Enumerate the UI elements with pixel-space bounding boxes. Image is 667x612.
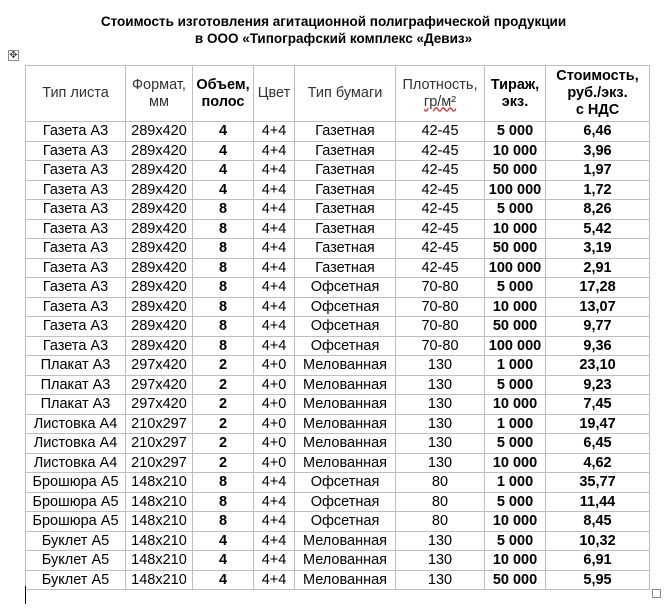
table-row [26, 122, 650, 142]
cell-price: 10,32 [546, 531, 650, 551]
cell-density: 70-80 [396, 336, 485, 356]
cell-price: 17,28 [546, 278, 650, 298]
cell-type: Листовка А4 [26, 453, 126, 473]
cell-type: Буклет А5 [26, 551, 126, 571]
cell-price: 3,19 [546, 239, 650, 259]
cell-paper: Мелованная [295, 375, 396, 395]
cell-run: 5 000 [485, 492, 546, 512]
cell-color: 4+4 [254, 336, 295, 356]
cell-color: 4+4 [254, 512, 295, 532]
cell-color: 4+4 [254, 219, 295, 239]
cell-volume: 8 [193, 492, 254, 512]
cell-format: 148x210 [126, 531, 193, 551]
table-row [26, 512, 650, 532]
cell-volume: 2 [193, 356, 254, 376]
cell-paper: Мелованная [295, 570, 396, 590]
cell-color: 4+4 [254, 492, 295, 512]
cell-run: 10 000 [485, 551, 546, 571]
title-line-2: в ООО «Типографский комплекс «Девиз» [194, 31, 473, 46]
cell-format: 289x420 [126, 317, 193, 337]
cell-density: 80 [396, 473, 485, 493]
cell-volume: 4 [193, 180, 254, 200]
cell-price: 6,46 [546, 122, 650, 142]
cell-density: 42-45 [396, 141, 485, 161]
cell-type: Брошюра А5 [26, 473, 126, 493]
cell-color: 4+4 [254, 531, 295, 551]
table-row [26, 180, 650, 200]
cell-paper: Мелованная [295, 414, 396, 434]
cell-volume: 2 [193, 375, 254, 395]
cell-price: 6,91 [546, 551, 650, 571]
cell-paper: Офсетная [295, 512, 396, 532]
cell-density: 130 [396, 414, 485, 434]
cell-type: Газета А3 [26, 141, 126, 161]
price-table [25, 65, 650, 590]
cell-volume: 4 [193, 161, 254, 181]
cell-format: 289x420 [126, 161, 193, 181]
header-volume: Объем, полос [193, 66, 254, 122]
cell-run: 10 000 [485, 219, 546, 239]
cell-price: 2,91 [546, 258, 650, 278]
cell-volume: 4 [193, 122, 254, 142]
cell-format: 148x210 [126, 551, 193, 571]
cell-format: 148x210 [126, 492, 193, 512]
cell-type: Газета А3 [26, 239, 126, 259]
cell-run: 5 000 [485, 278, 546, 298]
cell-color: 4+4 [254, 297, 295, 317]
cell-volume: 4 [193, 141, 254, 161]
text-cursor [25, 586, 26, 604]
table-row [26, 570, 650, 590]
cell-run: 5 000 [485, 434, 546, 454]
cell-volume: 8 [193, 239, 254, 259]
cell-type: Брошюра А5 [26, 512, 126, 532]
cell-price: 19,47 [546, 414, 650, 434]
header-run: Тираж, экз. [485, 66, 546, 122]
cell-density: 42-45 [396, 122, 485, 142]
cell-paper: Мелованная [295, 531, 396, 551]
cell-color: 4+4 [254, 239, 295, 259]
cell-type: Буклет А5 [26, 570, 126, 590]
header-color: Цвет [254, 66, 295, 122]
cell-volume: 8 [193, 297, 254, 317]
table-row [26, 375, 650, 395]
cell-color: 4+4 [254, 317, 295, 337]
cell-paper: Газетная [295, 258, 396, 278]
cell-volume: 2 [193, 414, 254, 434]
cell-density: 70-80 [396, 297, 485, 317]
cell-color: 4+4 [254, 200, 295, 220]
cell-color: 4+4 [254, 161, 295, 181]
cell-density: 42-45 [396, 161, 485, 181]
cell-color: 4+0 [254, 375, 295, 395]
table-row [26, 453, 650, 473]
cell-density: 130 [396, 434, 485, 454]
table-row [26, 531, 650, 551]
cell-density: 80 [396, 512, 485, 532]
cell-color: 4+0 [254, 356, 295, 376]
cell-price: 7,45 [546, 395, 650, 415]
cell-price: 8,45 [546, 512, 650, 532]
cell-density: 42-45 [396, 200, 485, 220]
cell-density: 42-45 [396, 180, 485, 200]
cell-volume: 2 [193, 453, 254, 473]
resize-square-icon[interactable] [652, 589, 661, 598]
cell-run: 50 000 [485, 239, 546, 259]
cell-format: 289x420 [126, 219, 193, 239]
cell-price: 23,10 [546, 356, 650, 376]
cell-paper: Офсетная [295, 336, 396, 356]
cell-color: 4+4 [254, 473, 295, 493]
cell-price: 4,62 [546, 453, 650, 473]
title-line-1: Стоимость изготовления агитационной полиграфической продукции [100, 14, 567, 29]
cell-density: 42-45 [396, 239, 485, 259]
cell-paper: Офсетная [295, 317, 396, 337]
cell-paper: Мелованная [295, 453, 396, 473]
cell-run: 5 000 [485, 531, 546, 551]
cell-paper: Мелованная [295, 551, 396, 571]
header-type: Тип листа [26, 66, 126, 122]
cell-run: 100 000 [485, 258, 546, 278]
cell-format: 289x420 [126, 200, 193, 220]
cell-type: Газета А3 [26, 336, 126, 356]
table-row [26, 356, 650, 376]
cell-volume: 8 [193, 473, 254, 493]
cell-run: 10 000 [485, 297, 546, 317]
cell-color: 4+4 [254, 122, 295, 142]
cell-format: 289x420 [126, 122, 193, 142]
cell-type: Газета А3 [26, 219, 126, 239]
cell-density: 70-80 [396, 317, 485, 337]
cell-density: 70-80 [396, 278, 485, 298]
cell-price: 9,77 [546, 317, 650, 337]
cell-type: Газета А3 [26, 297, 126, 317]
cell-price: 1,72 [546, 180, 650, 200]
cell-run: 100 000 [485, 180, 546, 200]
cell-paper: Офсетная [295, 473, 396, 493]
cell-volume: 8 [193, 258, 254, 278]
header-density: Плотность, гр/м² [396, 66, 485, 122]
cell-paper: Газетная [295, 161, 396, 181]
cell-price: 13,07 [546, 297, 650, 317]
move-arrows-icon[interactable]: ✥ [9, 50, 18, 61]
cell-price: 11,44 [546, 492, 650, 512]
cell-paper: Офсетная [295, 297, 396, 317]
cell-color: 4+4 [254, 278, 295, 298]
header-format: Формат, мм [126, 66, 193, 122]
cell-type: Газета А3 [26, 122, 126, 142]
cell-density: 80 [396, 492, 485, 512]
cell-format: 289x420 [126, 336, 193, 356]
cell-density: 130 [396, 356, 485, 376]
cell-color: 4+0 [254, 453, 295, 473]
cell-price: 5,95 [546, 570, 650, 590]
cell-price: 9,23 [546, 375, 650, 395]
cell-run: 50 000 [485, 317, 546, 337]
cell-type: Брошюра А5 [26, 492, 126, 512]
cell-paper: Газетная [295, 219, 396, 239]
cell-format: 297x420 [126, 375, 193, 395]
cell-density: 130 [396, 531, 485, 551]
cell-format: 289x420 [126, 239, 193, 259]
cell-density: 130 [396, 375, 485, 395]
cell-format: 210x297 [126, 434, 193, 454]
cell-density: 130 [396, 551, 485, 571]
cell-color: 4+4 [254, 551, 295, 571]
cell-price: 8,26 [546, 200, 650, 220]
cell-type: Газета А3 [26, 200, 126, 220]
cell-run: 1 000 [485, 473, 546, 493]
cell-price: 5,42 [546, 219, 650, 239]
cell-color: 4+0 [254, 414, 295, 434]
cell-density: 130 [396, 453, 485, 473]
cell-run: 1 000 [485, 356, 546, 376]
table-header-row [26, 66, 650, 122]
table-row [26, 258, 650, 278]
cell-format: 289x420 [126, 278, 193, 298]
cell-volume: 2 [193, 395, 254, 415]
cell-volume: 8 [193, 200, 254, 220]
table-row [26, 278, 650, 298]
header-paper: Тип бумаги [295, 66, 396, 122]
cell-paper: Газетная [295, 141, 396, 161]
cell-type: Плакат А3 [26, 375, 126, 395]
cell-type: Газета А3 [26, 180, 126, 200]
cell-format: 148x210 [126, 473, 193, 493]
cell-format: 289x420 [126, 258, 193, 278]
table-row [26, 297, 650, 317]
cell-volume: 4 [193, 551, 254, 571]
cell-format: 289x420 [126, 180, 193, 200]
table-row [26, 219, 650, 239]
cell-paper: Газетная [295, 122, 396, 142]
cell-paper: Мелованная [295, 434, 396, 454]
cell-color: 4+4 [254, 570, 295, 590]
cell-volume: 8 [193, 512, 254, 532]
cell-color: 4+4 [254, 141, 295, 161]
cell-price: 6,45 [546, 434, 650, 454]
cell-type: Газета А3 [26, 161, 126, 181]
cell-format: 210x297 [126, 414, 193, 434]
table-row [26, 492, 650, 512]
cell-price: 1,97 [546, 161, 650, 181]
cell-paper: Газетная [295, 239, 396, 259]
table-row [26, 395, 650, 415]
cell-price: 9,36 [546, 336, 650, 356]
cell-volume: 4 [193, 570, 254, 590]
cell-density: 42-45 [396, 258, 485, 278]
table-row [26, 551, 650, 571]
cell-run: 10 000 [485, 512, 546, 532]
cell-run: 100 000 [485, 336, 546, 356]
cell-format: 297x420 [126, 356, 193, 376]
cell-format: 289x420 [126, 141, 193, 161]
cell-volume: 4 [193, 531, 254, 551]
cell-run: 50 000 [485, 161, 546, 181]
cell-run: 10 000 [485, 141, 546, 161]
cell-format: 289x420 [126, 297, 193, 317]
cell-type: Листовка А4 [26, 414, 126, 434]
cell-paper: Газетная [295, 200, 396, 220]
cell-format: 148x210 [126, 570, 193, 590]
cell-run: 10 000 [485, 395, 546, 415]
table-row [26, 141, 650, 161]
cell-type: Плакат А3 [26, 356, 126, 376]
table-row [26, 473, 650, 493]
table-row [26, 161, 650, 181]
cell-color: 4+0 [254, 395, 295, 415]
cell-volume: 2 [193, 434, 254, 454]
cell-type: Буклет А5 [26, 531, 126, 551]
cell-density: 130 [396, 395, 485, 415]
cell-paper: Мелованная [295, 395, 396, 415]
table-row [26, 200, 650, 220]
table-row [26, 317, 650, 337]
cell-price: 35,77 [546, 473, 650, 493]
cell-type: Листовка А4 [26, 434, 126, 454]
cell-color: 4+0 [254, 434, 295, 454]
table-row [26, 336, 650, 356]
cell-paper: Газетная [295, 180, 396, 200]
document-title [0, 13, 667, 47]
cell-volume: 8 [193, 336, 254, 356]
cell-format: 297x420 [126, 395, 193, 415]
cell-color: 4+4 [254, 258, 295, 278]
cell-volume: 8 [193, 317, 254, 337]
cell-run: 5 000 [485, 122, 546, 142]
table-row [26, 434, 650, 454]
cell-paper: Мелованная [295, 356, 396, 376]
header-price: Стоимость, руб./экз. с НДС [546, 66, 650, 122]
cell-run: 10 000 [485, 453, 546, 473]
cell-type: Газета А3 [26, 258, 126, 278]
cell-type: Плакат А3 [26, 395, 126, 415]
cell-run: 5 000 [485, 200, 546, 220]
table-row [26, 414, 650, 434]
table-row [26, 239, 650, 259]
cell-density: 42-45 [396, 219, 485, 239]
cell-color: 4+4 [254, 180, 295, 200]
cell-type: Газета А3 [26, 317, 126, 337]
cell-price: 3,96 [546, 141, 650, 161]
cell-run: 50 000 [485, 570, 546, 590]
cell-paper: Офсетная [295, 278, 396, 298]
cell-volume: 8 [193, 278, 254, 298]
cell-run: 5 000 [485, 375, 546, 395]
cell-format: 148x210 [126, 512, 193, 532]
cell-density: 130 [396, 570, 485, 590]
cell-volume: 8 [193, 219, 254, 239]
cell-format: 210x297 [126, 453, 193, 473]
cell-type: Газета А3 [26, 278, 126, 298]
cell-paper: Офсетная [295, 492, 396, 512]
cell-run: 1 000 [485, 414, 546, 434]
